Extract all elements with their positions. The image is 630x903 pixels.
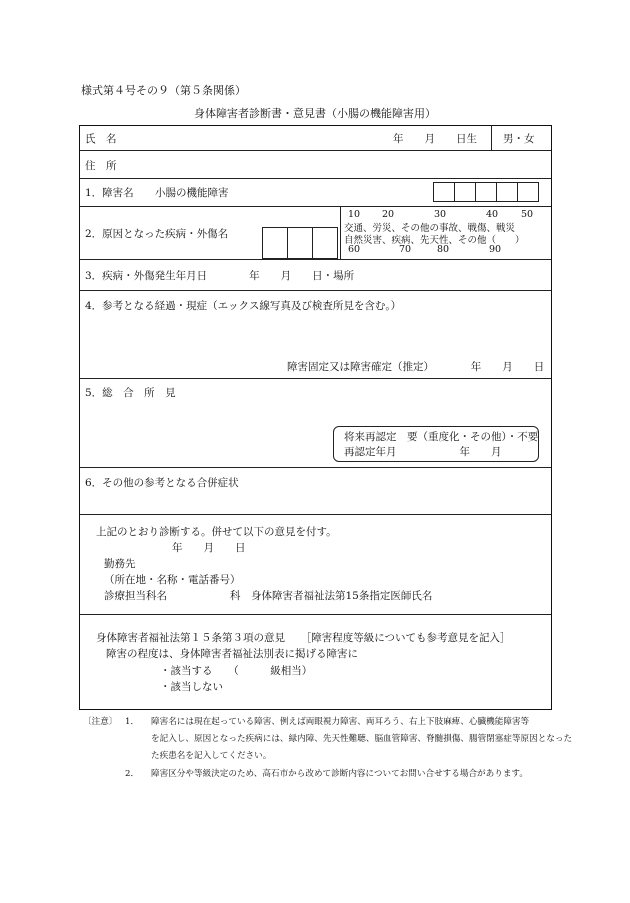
note-1-line3: た疾患名を記入してください。 [151,751,272,761]
note-1-line1: 障害名には現在起っている障害、例えば両眼視力障害、両耳ろう、右上下肢麻痺、心臓機能障害等 [151,717,530,727]
opinion-text: 障害の程度は、身体障害者福祉法別表に掲げる障害に [106,648,358,660]
row-divider [80,514,551,515]
code-boxes[interactable] [433,182,539,202]
cause-code: 50 [521,209,534,220]
row-divider [80,378,551,379]
note-2: 障害区分や等級決定のため、高石市から改めて診断内容についてお問い合せする場合があります。 [151,769,528,779]
fixed-date-field: 障害固定又は障害確定（推定） 年 月 日 [287,361,545,373]
column-divider [340,206,341,259]
findings-label: 5．総 合 所 見 [85,387,176,399]
code-box-divider [517,182,518,202]
cause-code: 60 [348,244,361,255]
birth-date-field: 年 月 日生 [393,133,477,145]
row-divider [80,290,551,291]
opinion-heading: 身体障害者福祉法第１５条第３項の意見 ［障害程度等級についても参考意見を記入］ [96,632,511,644]
cause-code: 70 [399,244,412,255]
cause-code: 20 [382,209,395,220]
cause-options-line1: 交通、労災、その他の事故、戦傷、戦災 [344,223,516,234]
certification-statement: 上記のとおり診断する。併せて以下の意見を付す。 [96,526,337,538]
cause-code: 40 [486,209,499,220]
cause-label: 2．原因となった疾病・外傷名 [85,228,229,240]
form-id: 様式第４号その９（第５条関係） [81,84,246,97]
doctor-signature-line: 診療担当科名 科 身体障害者福祉法第15条指定医師氏名 [104,590,433,602]
cause-code-boxes[interactable] [262,227,338,259]
opinion-option-not-applicable: ・該当しない [160,681,223,693]
cause-code: 10 [348,209,361,220]
row-divider [80,178,551,179]
note-1-line2: を記入し、原因となった疾病には、緑内障、先天性難聴、脳血管障害、脊髄損傷、腸管閉塞症等原因となった [151,734,573,744]
row-divider [80,150,551,151]
reassessment-line2: 再認定年月 年 月 [344,446,502,458]
onset-date-field: 3．疾病・外傷発生年月日 年 月 日・場所 [85,270,355,282]
code-box-divider [454,182,455,202]
notes-label: 〔注意〕 [83,717,118,727]
gender-field: 男・女 [503,133,535,145]
page-title: 身体障害者診断書・意見書（小腸の機能障害用） [194,107,436,120]
code-box-divider [496,182,497,202]
row-divider [80,467,551,468]
row-divider [80,259,551,260]
row-divider [80,614,551,615]
cause-code: 30 [434,209,447,220]
row-divider [80,206,551,207]
note-number: 2． [125,769,140,779]
reassessment-line1: 将来再認定 要（重度化・その他）・不要 [344,431,539,443]
disability-name-label: 1．障害名 [85,187,134,199]
code-box-divider [287,227,288,259]
disability-name-value: 小腸の機能障害 [155,187,229,199]
name-label: 氏 名 [85,133,117,145]
certification-date: 年 月 日 [172,542,246,554]
cause-code: 90 [489,244,502,255]
note-number: 1． [125,717,140,727]
address-label: 住 所 [85,160,117,172]
certificate-form [79,125,552,710]
cause-code: 80 [437,244,450,255]
opinion-option-applicable: ・該当する （ 級相当） [160,665,313,677]
code-box-divider [312,227,313,259]
course-label: 4．参考となる経過・現症（エックス線写真及び検査所見を含む。） [85,300,402,312]
code-box-divider [475,182,476,202]
workplace-detail: （所在地・名称・電話番号） [104,574,241,586]
complications-label: 6．その他の参考となる合併症状 [85,477,239,489]
workplace-label: 勤務先 [104,558,136,570]
cause-options-line2: 自然災害、疾病、先天性、その他（ ） [344,235,525,246]
column-divider [491,126,492,150]
